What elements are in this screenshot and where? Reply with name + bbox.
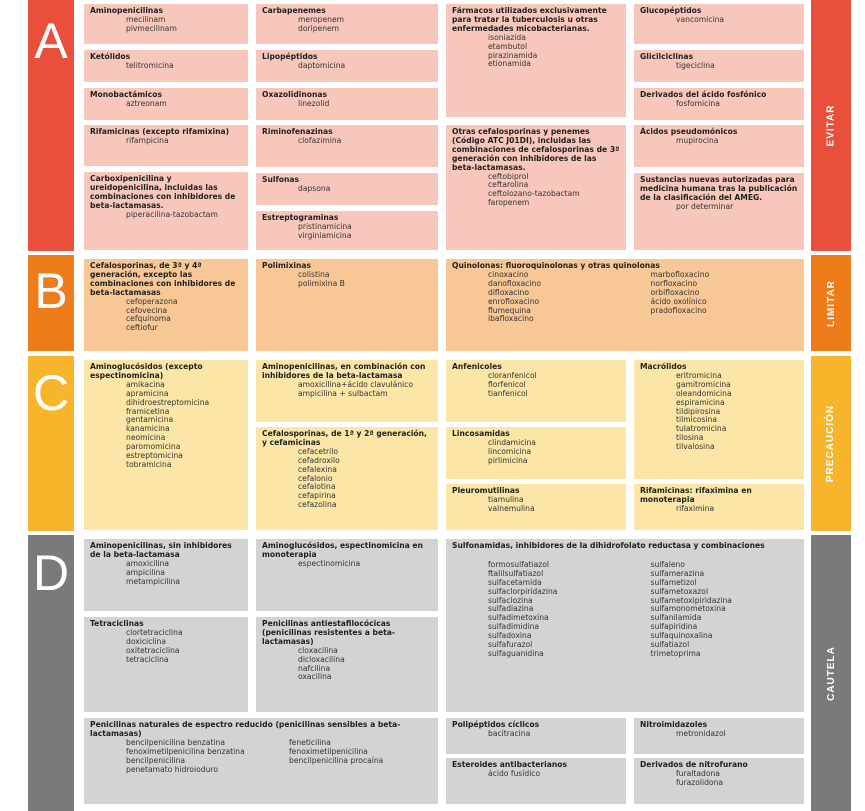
drug-name: pirazinamida bbox=[488, 50, 538, 60]
drug-name: ampicilina bbox=[126, 567, 165, 577]
drug-group-title: Riminofenazinas bbox=[262, 127, 333, 136]
drug-name: sulfafurazol bbox=[488, 640, 533, 650]
drug-group-title: Sulfonamidas, inhibidores de la dihidrofolato reductasa y combinaciones bbox=[452, 541, 765, 550]
drug-group-box bbox=[84, 617, 248, 712]
drug-name: ácido fusídico bbox=[488, 768, 541, 778]
drug-list bbox=[676, 770, 798, 788]
drug-list bbox=[488, 34, 620, 70]
drug-list bbox=[298, 560, 432, 569]
drug-name: espectinomicina bbox=[298, 558, 361, 568]
drug-name: difloxacino bbox=[488, 287, 530, 297]
drug-group-title: Cefalosporinas, de 1ª y 2ª generación, y cefamicinas bbox=[262, 429, 427, 447]
drug-group-box bbox=[256, 125, 438, 167]
drug-group-box bbox=[634, 758, 804, 804]
drug-name: cefazolina bbox=[298, 500, 337, 510]
drug-name: telitromicina bbox=[126, 60, 174, 70]
drug-group-box bbox=[634, 50, 804, 82]
drug-name: colistina bbox=[298, 269, 330, 279]
drug-list bbox=[488, 496, 620, 514]
drug-group-title: Tetraciclinas bbox=[90, 619, 144, 628]
drug-group-box bbox=[634, 173, 804, 250]
drug-name: sulfadoxina bbox=[488, 631, 532, 641]
drug-name: fenoximetilpenicilina benzatina bbox=[126, 746, 245, 756]
drug-group-title: Anfenicoles bbox=[452, 362, 502, 371]
drug-name: virginiamicina bbox=[298, 230, 352, 240]
category-letter-c: C bbox=[32, 365, 70, 421]
drug-list bbox=[298, 381, 432, 399]
drug-name: cefapirina bbox=[298, 491, 336, 501]
drug-name: penetamato hidroioduro bbox=[126, 764, 219, 774]
drug-group-title: Cefalosporinas, de 3ª y 4ª generación, excepto las combinaciones con inhibidores de beta-lactamasas bbox=[90, 261, 236, 297]
drug-name: furaltadona bbox=[676, 768, 720, 778]
drug-name: etionamida bbox=[488, 59, 531, 69]
drug-group-title: Quinolonas: fluoroquinolonas y otras quinolonas bbox=[452, 261, 660, 270]
drug-group-title: Glucopéptidos bbox=[640, 6, 702, 15]
drug-name: cloxacilina bbox=[298, 645, 338, 655]
drug-name: florfenicol bbox=[488, 379, 526, 389]
drug-group-box bbox=[446, 484, 626, 530]
drug-group-box bbox=[256, 259, 438, 351]
drug-name: tianfenicol bbox=[488, 388, 528, 398]
drug-name: ceftobiprol bbox=[488, 171, 529, 181]
category-label-c: PRECAUCIÓN bbox=[825, 404, 837, 483]
drug-group-title: Estreptograminas bbox=[262, 213, 339, 222]
drug-group-box bbox=[446, 259, 804, 351]
drug-group-box bbox=[256, 173, 438, 205]
drug-group-box bbox=[446, 4, 626, 117]
drug-list bbox=[298, 448, 432, 510]
drug-name: tobramicina bbox=[126, 459, 172, 469]
drug-group-title: Monobactámicos bbox=[90, 90, 162, 99]
drug-group-box bbox=[256, 88, 438, 120]
drug-name: paromomicina bbox=[126, 442, 181, 452]
drug-name: vancomicina bbox=[676, 14, 725, 24]
drug-name: etambutol bbox=[488, 41, 528, 51]
drug-name: bacitracina bbox=[488, 728, 531, 738]
drug-name: doxiciclina bbox=[126, 636, 166, 646]
drug-name: cefacetrilo bbox=[298, 446, 338, 456]
drug-name: sulfaguanidina bbox=[488, 648, 544, 658]
drug-name: tildipirosina bbox=[676, 406, 721, 416]
drug-group-box bbox=[446, 360, 626, 422]
drug-name: cefalotina bbox=[298, 482, 336, 492]
drug-name: cinoxacino bbox=[488, 269, 529, 279]
drug-name: dapsona bbox=[298, 183, 331, 193]
drug-name: trimetoprima bbox=[650, 648, 701, 658]
drug-name: eritromicina bbox=[676, 370, 722, 380]
drug-name: mecilinam bbox=[126, 14, 166, 24]
drug-list bbox=[488, 173, 620, 209]
category-label-a: EVITAR bbox=[825, 104, 837, 147]
drug-name: faropenem bbox=[488, 198, 530, 208]
drug-group-title: Ketólidos bbox=[90, 52, 131, 61]
drug-name: fosfomicina bbox=[676, 98, 720, 108]
drug-name: tigeciclina bbox=[676, 60, 715, 70]
drug-name: oxacilina bbox=[298, 672, 332, 682]
drug-name: tulatromicina bbox=[676, 424, 727, 434]
drug-name: ceftolozano-tazobactam bbox=[488, 189, 580, 199]
drug-name: apramicina bbox=[126, 388, 169, 398]
drug-list bbox=[289, 739, 432, 775]
drug-name: tetraciclina bbox=[126, 654, 169, 664]
drug-name: aztreonam bbox=[126, 98, 167, 108]
drug-name: sulfapiridina bbox=[650, 622, 698, 632]
drug-name: ceftiofur bbox=[126, 323, 158, 333]
drug-list bbox=[126, 211, 242, 220]
drug-name: sulfacetamida bbox=[488, 577, 542, 587]
category-letter-d: D bbox=[32, 545, 70, 601]
drug-name: pristinamicina bbox=[298, 221, 352, 231]
drug-group-title: Esteroides antibacterianos bbox=[452, 760, 568, 769]
drug-name: sulfaclorpiridazina bbox=[488, 586, 558, 596]
drug-name: bencilpenicilina procaína bbox=[289, 755, 384, 765]
drug-name: enrofloxacino bbox=[488, 296, 540, 306]
drug-group-box bbox=[446, 125, 626, 250]
drug-list bbox=[676, 203, 798, 212]
drug-name: metronidazol bbox=[676, 728, 726, 738]
drug-group-title: Carboxipenicilina y ureidopenicilina, incluidas las combinaciones con inhibidores de beta-lactamasas. bbox=[90, 174, 236, 210]
drug-group-box bbox=[256, 617, 438, 712]
drug-group-box bbox=[84, 88, 248, 120]
drug-name: mupirocina bbox=[676, 135, 719, 145]
drug-group-title: Macrólidos bbox=[640, 362, 687, 371]
band-label-d bbox=[811, 535, 851, 811]
band-label-b bbox=[811, 255, 851, 351]
drug-group-title: Penicilinas naturales de espectro reducido (penicilinas sensibles a beta-lactamasas) bbox=[90, 720, 401, 738]
drug-name: dicloxacilina bbox=[298, 654, 345, 664]
drug-name: clortetraciclina bbox=[126, 627, 183, 637]
drug-name: rifampicina bbox=[126, 135, 169, 145]
drug-group-title: Rifamicinas (excepto rifamixina) bbox=[90, 127, 230, 136]
drug-name: dihidroestreptomicina bbox=[126, 397, 210, 407]
drug-group-box bbox=[634, 718, 804, 754]
category-letter-b: B bbox=[34, 263, 68, 319]
drug-group-box bbox=[634, 4, 804, 44]
drug-group-title: Carbapenemes bbox=[262, 6, 326, 15]
drug-name: cefovecina bbox=[126, 305, 168, 315]
drug-group-title: Aminoglucósidos (excepto espectinomicina) bbox=[90, 362, 203, 380]
drug-name: amoxicilina+ácido clavulánico bbox=[298, 379, 413, 389]
drug-name: cefalexina bbox=[298, 464, 337, 474]
drug-name: flumequina bbox=[488, 305, 531, 315]
drug-name: norfloxacino bbox=[650, 278, 698, 288]
drug-group-title: Aminopenicilinas, sin inhibidores de la beta-lactamasa bbox=[90, 541, 232, 559]
drug-group-box bbox=[84, 259, 248, 351]
drug-name: framicetina bbox=[126, 406, 170, 416]
drug-name: espiramicina bbox=[676, 397, 725, 407]
drug-group-title: Polimixinas bbox=[262, 261, 312, 270]
drug-name: furazolidona bbox=[676, 777, 724, 787]
drug-group-box bbox=[256, 211, 438, 250]
drug-list bbox=[126, 298, 242, 334]
drug-list bbox=[676, 372, 798, 452]
drug-group-title: Otras cefalosporinas y penemes (Código ATC J01DI), incluidas las combinaciones de cefalosporinas de 3ª generación con inhibidores de las beta-lactamasas. bbox=[452, 127, 620, 172]
drug-name: linezolid bbox=[298, 98, 330, 108]
drug-name: cefadroxilo bbox=[298, 455, 340, 465]
drug-group-title: Fármacos utilizados exclusivamente para tratar la tuberculosis u otras enfermedades micobacterianas. bbox=[452, 6, 607, 33]
drug-group-title: Lincosamidas bbox=[452, 429, 510, 438]
drug-group-box bbox=[634, 360, 804, 479]
drug-list bbox=[126, 62, 242, 71]
drug-name: doripenem bbox=[298, 23, 340, 33]
drug-group-box bbox=[446, 427, 626, 479]
drug-name: sulfamerazina bbox=[650, 568, 705, 578]
drug-group-title: Derivados de nitrofurano bbox=[640, 760, 748, 769]
drug-name: isoniazida bbox=[488, 32, 526, 42]
drug-name: pradofloxacino bbox=[650, 305, 707, 315]
drug-name: rifaximina bbox=[676, 503, 715, 513]
drug-group-box bbox=[634, 125, 804, 167]
drug-list bbox=[126, 137, 242, 146]
drug-list bbox=[126, 381, 242, 470]
drug-name: bencilpenicilina benzatina bbox=[126, 737, 225, 747]
drug-group-title: Aminoglucósidos, espectinomicina en monoterapia bbox=[262, 541, 423, 559]
drug-group-box bbox=[84, 718, 438, 804]
drug-group-box bbox=[446, 539, 804, 712]
drug-list bbox=[298, 100, 432, 109]
drug-group-box bbox=[84, 360, 248, 530]
drug-name: nafcilina bbox=[298, 663, 331, 673]
category-label-d: CAUTELA bbox=[825, 645, 837, 701]
drug-name: formosulfatiazol bbox=[488, 559, 550, 569]
drug-list bbox=[126, 16, 242, 34]
drug-name: sulfametoxazol bbox=[650, 586, 709, 596]
drug-name: cloranfenicol bbox=[488, 370, 537, 380]
drug-name: lincomicina bbox=[488, 446, 532, 456]
drug-group-title: Glicilciclinas bbox=[640, 52, 694, 61]
drug-name: fenoximetilpenicilina bbox=[289, 746, 368, 756]
drug-group-box bbox=[84, 4, 248, 44]
drug-name: ácido oxolínico bbox=[650, 296, 707, 306]
drug-group-box bbox=[256, 539, 438, 611]
drug-list bbox=[676, 62, 798, 71]
drug-list bbox=[651, 561, 799, 659]
drug-name: sulfaclozina bbox=[488, 595, 533, 605]
drug-list bbox=[488, 770, 620, 779]
drug-name: feneticilina bbox=[289, 737, 331, 747]
drug-name: cefalonio bbox=[298, 473, 333, 483]
drug-name: sulfadiazina bbox=[488, 604, 534, 614]
drug-name: estreptomicina bbox=[126, 451, 183, 461]
drug-group-box bbox=[256, 427, 438, 530]
drug-group-box bbox=[256, 360, 438, 422]
category-label-b: LIMITAR bbox=[825, 279, 837, 327]
drug-group-box bbox=[84, 125, 248, 166]
drug-name: ceftarolina bbox=[488, 180, 529, 190]
drug-name: clofazimina bbox=[298, 135, 342, 145]
drug-group-title: Derivados del ácido fosfónico bbox=[640, 90, 767, 99]
drug-group-title: Sulfonas bbox=[262, 175, 300, 184]
drug-list bbox=[676, 16, 798, 25]
drug-name: ftalilsulfatiazol bbox=[488, 568, 544, 578]
drug-group-box bbox=[84, 539, 248, 611]
drug-group-box bbox=[634, 88, 804, 120]
drug-name: marbofloxacino bbox=[650, 269, 710, 279]
drug-group-box bbox=[84, 50, 248, 82]
drug-name: sulfaquinoxalina bbox=[650, 631, 713, 641]
drug-list bbox=[676, 730, 798, 739]
band-label-a bbox=[811, 0, 851, 251]
drug-group-box bbox=[256, 4, 438, 44]
drug-list bbox=[298, 16, 432, 34]
drug-list bbox=[676, 137, 798, 146]
drug-group-title: Pleuromutilinas bbox=[452, 486, 520, 495]
drug-list bbox=[488, 730, 620, 739]
drug-group-title: Lipopéptidos bbox=[262, 52, 318, 61]
drug-name: tilvalosina bbox=[676, 442, 715, 452]
drug-name: clindamicina bbox=[488, 437, 536, 447]
drug-name: pivmecilinam bbox=[126, 23, 177, 33]
drug-group-title: Aminopenicilinas, en combinación con inhibidores de la beta-lactamasa bbox=[262, 362, 426, 380]
drug-group-title: Rifamicinas: rifaximina en monoterapia bbox=[640, 486, 752, 504]
drug-list bbox=[298, 185, 432, 194]
drug-list bbox=[126, 560, 242, 587]
drug-name: sulfadimidina bbox=[488, 622, 540, 632]
drug-name: gentamicina bbox=[126, 415, 174, 425]
drug-name: tilmicosina bbox=[676, 415, 718, 425]
drug-group-title: Ácidos pseudomónicos bbox=[640, 127, 738, 136]
drug-list bbox=[651, 271, 799, 324]
drug-list bbox=[488, 561, 636, 659]
drug-name: gamitromicina bbox=[676, 379, 731, 389]
drug-name: cefquinoma bbox=[126, 314, 171, 324]
drug-name: metampicilina bbox=[126, 576, 180, 586]
drug-list bbox=[488, 372, 620, 399]
band-label-c bbox=[811, 356, 851, 531]
drug-name: sulfametizol bbox=[650, 577, 697, 587]
drug-name: ibafloxacino bbox=[488, 314, 534, 324]
drug-name: pirlimicina bbox=[488, 455, 528, 465]
drug-name: neomicina bbox=[126, 433, 166, 443]
drug-name: sulfatiazol bbox=[650, 640, 690, 650]
drug-list bbox=[298, 137, 432, 146]
drug-list bbox=[298, 62, 432, 71]
drug-list bbox=[126, 100, 242, 109]
drug-name: meropenem bbox=[298, 14, 345, 24]
drug-name: cefoperazona bbox=[126, 296, 178, 306]
drug-name: sulfamonometoxina bbox=[650, 604, 726, 614]
drug-list bbox=[298, 647, 432, 683]
drug-name: amoxicilina bbox=[126, 558, 170, 568]
drug-name: kanamicina bbox=[126, 424, 170, 434]
drug-name: oleandomicina bbox=[676, 388, 732, 398]
drug-name: polimixina B bbox=[298, 278, 345, 288]
drug-name: ampicilina + sulbactam bbox=[298, 388, 388, 398]
drug-group-title: Polipéptidos cíclicos bbox=[452, 720, 540, 729]
drug-name: oxitetraciclina bbox=[126, 645, 180, 655]
drug-list bbox=[676, 100, 798, 109]
drug-name: orbifloxacino bbox=[650, 287, 700, 297]
drug-name: sulfadimetoxina bbox=[488, 613, 549, 623]
drug-group-box bbox=[446, 758, 626, 804]
drug-list bbox=[488, 271, 636, 324]
drug-list bbox=[488, 439, 620, 466]
drug-name: daptomicina bbox=[298, 60, 346, 70]
drug-group-title: Nitroimidazoles bbox=[640, 720, 708, 729]
drug-group-title: Sustancias nuevas autorizadas para medicina humana tras la publicación de la clasificación del AMEG. bbox=[640, 175, 798, 202]
drug-name: danofloxacino bbox=[488, 278, 542, 288]
drug-group-title: Penicilinas antiestafilocócicas (penicilinas resistentes a beta-lactamasas) bbox=[262, 619, 395, 646]
category-letter-a: A bbox=[34, 13, 68, 69]
drug-list bbox=[298, 223, 432, 241]
drug-group-box bbox=[84, 172, 248, 250]
drug-name: por determinar bbox=[676, 201, 734, 211]
drug-name: valnemulina bbox=[488, 503, 535, 513]
drug-group-title: Oxazolidinonas bbox=[262, 90, 328, 99]
drug-group-box bbox=[256, 50, 438, 82]
drug-list bbox=[126, 629, 242, 665]
drug-name: piperacilina-tazobactam bbox=[126, 209, 218, 219]
drug-name: sulfametoxipiridazina bbox=[650, 595, 732, 605]
drug-name: bencilpenicilina bbox=[126, 755, 186, 765]
drug-list bbox=[298, 271, 432, 289]
drug-name: tiamulina bbox=[488, 494, 524, 504]
drug-name: sulfaleno bbox=[650, 559, 685, 569]
drug-group-title: Aminopenicilinas bbox=[90, 6, 163, 15]
drug-list bbox=[676, 505, 798, 514]
drug-name: amikacina bbox=[126, 379, 165, 389]
drug-group-box bbox=[634, 484, 804, 530]
drug-list bbox=[126, 739, 269, 775]
drug-group-box bbox=[446, 718, 626, 754]
drug-name: sulfanilamida bbox=[650, 613, 702, 623]
drug-name: tilosina bbox=[676, 433, 704, 443]
